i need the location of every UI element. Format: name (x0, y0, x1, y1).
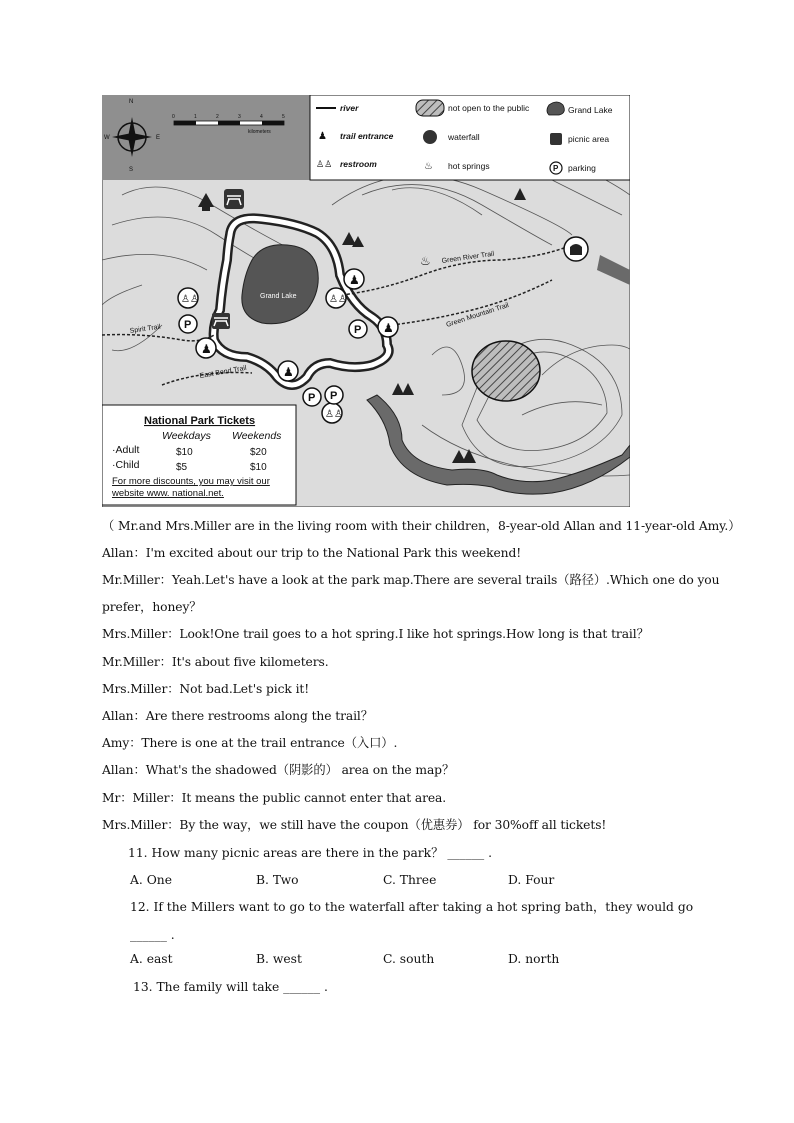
scale-tick: 2 (216, 114, 219, 120)
tickets-box (102, 405, 296, 505)
legend-waterfall-icon (423, 130, 437, 144)
scale-unit: kilometers (248, 129, 271, 135)
scale-tick: 4 (260, 114, 263, 120)
legend-trail-entrance: trail entrance (340, 131, 394, 141)
svg-text:♟: ♟ (201, 342, 212, 356)
legend-trail-entrance-icon: ♟ (318, 131, 327, 142)
svg-text:P: P (308, 392, 316, 404)
legend-parking: parking (568, 163, 596, 173)
svg-text:♟: ♟ (349, 273, 360, 287)
svg-text:♟: ♟ (383, 321, 394, 335)
dialogue-intro: （ Mr.and Mrs.Miller are in the living room with their children，8-year-old Allan and 11-year-old Amy.） (102, 519, 741, 533)
compass-n: N (129, 99, 134, 105)
tickets-col-weekdays: Weekdays (162, 430, 211, 442)
dialogue-line: Mrs.Miller：By the way，we still have the coupon（优惠券） for 30%off all tickets! (102, 818, 607, 832)
q11-option-a[interactable]: A. One (130, 873, 172, 887)
hot-springs-icon: ♨ (420, 254, 431, 268)
legend-river: river (340, 103, 359, 113)
tickets-row-weekdays: $5 (176, 462, 188, 473)
dialogue-line: Mr.Miller：Yeah.Let's have a look at the park map.There are several trails（路径）.Which one do you (102, 573, 720, 587)
svg-text:♙♙: ♙♙ (329, 294, 347, 305)
svg-text:♙♙: ♙♙ (325, 409, 343, 420)
dialogue-line: Allan：I'm excited about our trip to the National Park this weekend! (102, 546, 522, 560)
tickets-row-label: ·Child (112, 459, 140, 471)
dialogue-line: Mr：Miller：It means the public cannot enter that area. (102, 791, 447, 805)
legend-waterfall: waterfall (448, 132, 480, 142)
compass-w: W (104, 135, 110, 141)
question-13: 13. The family will take ______ . (133, 980, 328, 994)
question-11: 11. How many picnic areas are there in the park？ ______ . (128, 846, 493, 860)
waterfall-icon (564, 237, 588, 261)
tickets-row-weekdays: $10 (176, 447, 193, 458)
dialogue-line: Amy：There is one at the trail entrance（入口）. (102, 736, 398, 750)
tickets-col-weekends: Weekends (232, 430, 282, 442)
q12-option-d[interactable]: D. north (508, 952, 560, 966)
dialogue-line: Allan：What's the shadowed（阴影的） area on the map？ (102, 763, 455, 777)
tickets-note: For more discounts, you may visit our (112, 476, 270, 487)
legend-picnic-icon (550, 133, 562, 145)
legend-hot-springs-icon: ♨ (424, 161, 433, 172)
svg-text:♟: ♟ (283, 365, 294, 379)
scale-tick: 1 (194, 114, 197, 120)
scale-tick: 5 (282, 114, 285, 120)
q11-option-b[interactable]: B. Two (256, 873, 299, 887)
tickets-note: website www. national.net. (112, 488, 224, 499)
question-12-blank: ______ . (130, 928, 175, 942)
svg-text:P: P (184, 319, 192, 331)
dialogue-line: Mr.Miller：It's about five kilometers. (102, 655, 329, 669)
scale-tick: 0 (172, 114, 175, 120)
tickets-row-label: ·Adult (112, 444, 140, 456)
legend-grand-lake: Grand Lake (568, 105, 613, 115)
q11-option-d[interactable]: D. Four (508, 873, 555, 887)
q12-option-b[interactable]: B. west (256, 952, 302, 966)
not-open-area (472, 341, 540, 401)
compass-e: E (156, 135, 161, 141)
grand-lake-label: Grand Lake (260, 293, 297, 300)
scale-tick: 3 (238, 114, 241, 120)
spirit-trail-label: Spirit Trail (129, 323, 162, 335)
east-bend-trail-label: East Bend Trail (199, 364, 248, 380)
legend-picnic-area: picnic area (568, 134, 610, 144)
tickets-row-weekends: $20 (250, 447, 267, 458)
legend-restroom-icon: ♙♙ (316, 160, 333, 170)
q12-option-a[interactable]: A. east (130, 952, 173, 966)
svg-text:P: P (354, 324, 362, 336)
park-map (102, 95, 630, 507)
legend-hot-springs: hot springs (448, 161, 490, 171)
q11-option-c[interactable]: C. Three (383, 873, 437, 887)
question-12: 12. If the Millers want to go to the waterfall after taking a hot spring bath，they would go (130, 900, 694, 914)
svg-text:P: P (330, 390, 338, 402)
dialogue-line: Allan：Are there restrooms along the trail？ (102, 709, 373, 723)
dialogue-line: Mrs.Miller：Not bad.Let's pick it! (102, 682, 310, 696)
tickets-title: National Park Tickets (144, 415, 256, 427)
green-river-trail-label: Green River Trail (441, 250, 495, 265)
legend-not-open: not open to the public (448, 103, 530, 113)
dialogue-line: prefer，honey？ (102, 600, 202, 614)
svg-text:P: P (553, 164, 559, 173)
svg-text:♙♙: ♙♙ (181, 294, 199, 305)
q12-option-c[interactable]: C. south (383, 952, 435, 966)
dialogue-line: Mrs.Miller：Look!One trail goes to a hot spring.I like hot springs.How long is that trail？ (102, 627, 649, 641)
tickets-row-weekends: $10 (250, 462, 267, 473)
green-mountain-trail-label: Green Mountain Trail (445, 302, 510, 329)
compass-s: S (129, 167, 134, 173)
map-legend (310, 95, 630, 180)
legend-restroom: restroom (340, 159, 377, 169)
